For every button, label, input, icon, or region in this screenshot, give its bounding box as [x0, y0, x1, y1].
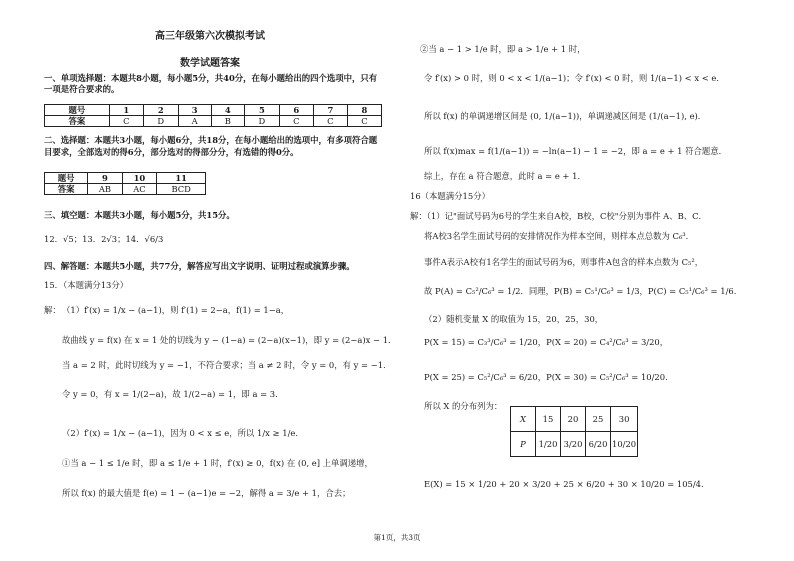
table-cell: 答案 — [45, 116, 110, 127]
table-cell: 4 — [211, 105, 244, 116]
table-cell: C — [347, 116, 381, 127]
table-row — [511, 432, 638, 457]
table-cell: X — [511, 407, 536, 432]
table-cell: 9 — [88, 173, 122, 184]
q15-cont-line1: ②当 a − 1 > 1/e 时，即 a > 1/e + 1 时， — [420, 44, 586, 54]
table-row — [45, 105, 382, 116]
page-footer: 第1页，共3页 — [373, 533, 421, 542]
table-cell: D — [143, 116, 178, 127]
table-cell: D — [244, 116, 279, 127]
distribution-table — [510, 406, 638, 457]
table-row — [45, 116, 382, 127]
section2-heading: 二、选择题：本题共3小题，每小题6分，共18分，在每小题给出的选项中，有多项符合题目要求，全部选对的得6分，部分选对的得部分分，有选错的得0分。 — [44, 135, 378, 158]
table-cell: 题号 — [45, 105, 110, 116]
q15-sol-prefix: 解： — [44, 305, 61, 315]
q15-line7: 所以 f(x) 的最大值是 f(e) = 1 − (a−1)e = −2，解得 a = 3/e + 1，合去； — [62, 488, 351, 498]
table-cell: 25 — [586, 407, 611, 432]
q15-line6: ①当 a − 1 ≤ 1/e 时，即 a ≤ 1/e + 1 时，f′(x) ≥ 0，f(x) 在 (0, e] 上单调递增， — [62, 458, 373, 468]
table-cell: 20 — [561, 407, 586, 432]
section2-answer-table — [44, 172, 206, 195]
q16-line3: 事件A表示A校有1名学生的面试号码为6，则事件A包含的样本点数为 C₅²， — [424, 257, 704, 267]
table-cell: 7 — [313, 105, 347, 116]
q15-cont-line4: 所以 f(x)max = f(1/(a−1)) = −ln(a−1) − 1 = −2，即 a = e + 1 符合题意． — [424, 146, 728, 156]
table-cell: AB — [88, 184, 122, 195]
table-cell: 10 — [122, 173, 157, 184]
table-cell: 2 — [143, 105, 178, 116]
section3-answers: 12．√5；13．2√3；14．√6/3 — [44, 234, 164, 244]
table-cell: B — [211, 116, 244, 127]
table-cell: 答案 — [45, 184, 88, 195]
section1-answer-table — [44, 104, 382, 127]
q16-line2: 将A校3名学生面试号码的安排情况作为样本空间，则样本点总数为 C₆³． — [424, 231, 695, 241]
q16-expectation: E(X) = 15 × 1/20 + 20 × 3/20 + 25 × 6/20 + 30 × 10/20 = 105/4． — [424, 479, 710, 489]
table-cell: 1 — [109, 105, 143, 116]
table-row — [45, 184, 206, 195]
table-cell: C — [279, 116, 313, 127]
q16-line7: P(X = 25) = C₅²/C₆³ = 6/20，P(X = 30) = C₅²/C₆³ = 10/20． — [424, 372, 674, 382]
table-cell: 8 — [347, 105, 381, 116]
q15-cont-line3: 所以 f(x) 的单调递增区间是 (0, 1/(a−1))，单调递减区间是 (1/(a−1), e)． — [424, 111, 707, 121]
table-row — [511, 407, 638, 432]
subject-title: 数学试题答案 — [180, 58, 240, 69]
section1-heading: 一、单项选择题：本题共8小题，每小题5分，共40分，在每小题给出的四个选项中，只有一项是符合要求的。 — [44, 73, 378, 95]
table-cell: 6 — [279, 105, 313, 116]
q16-line1: 解：（1）记"面试号码为6号的学生来自A校，B校，C校"分别为事件 A、B、C． — [410, 211, 707, 221]
q15-cont-line5: 综上，存在 a 符合题意，此时 a = e + 1． — [424, 171, 586, 181]
table-cell: 10/20 — [611, 432, 638, 457]
q15-line3: 当 a = 2 时，此时切线为 y = −1，不符合要求；当 a ≠ 2 时，令 y = 0，有 y = −1． — [62, 360, 392, 370]
q15-line4: 令 y = 0，有 x = 1/(2−a)，故 1/(2−a) = 1，即 a = 3． — [62, 389, 284, 399]
table-cell: 5 — [244, 105, 279, 116]
q16-line5: （2）随机变量 X 的取值为 15，20，25，30， — [424, 314, 604, 324]
table-cell: AC — [122, 184, 157, 195]
table-cell: 3/20 — [561, 432, 586, 457]
table-cell: P — [511, 432, 536, 457]
table-cell: BCD — [157, 184, 206, 195]
q16-line4: 故 P(A) = C₅²/C₆³ = 1/2．同理，P(B) = C₅¹/C₆³ = 1/3，P(C) = C₅¹/C₆³ = 1/6． — [424, 286, 743, 296]
q16-line8: 所以 X 的分布列为： — [424, 401, 503, 411]
q15-line1: （1）f′(x) = 1/x − (a−1)，则 f′(1) = 2−a，f(1) = 1−a， — [62, 305, 290, 315]
table-cell: 30 — [611, 407, 638, 432]
table-cell: 6/20 — [586, 432, 611, 457]
q15-line2: 故曲线 y = f(x) 在 x = 1 处的切线为 y − (1−a) = (2−a)(x−1)，即 y = (2−a)x − 1． — [62, 335, 397, 345]
q16-line6: P(X = 15) = C₃³/C₆³ = 1/20，P(X = 20) = C₄²/C₆³ = 3/20， — [424, 337, 669, 347]
table-cell: 3 — [178, 105, 211, 116]
section3-heading: 三、填空题：本题共3小题，每小题5分，共15分。 — [44, 210, 235, 220]
table-cell: C — [313, 116, 347, 127]
table-cell: 11 — [157, 173, 206, 184]
exam-title: 高三年级第六次模拟考试 — [155, 31, 265, 42]
q15-line5: （2）f′(x) = 1/x − (a−1)，因为 0 < x ≤ e，所以 1/x ≥ 1/e． — [62, 428, 304, 438]
q15-label: 15．（本题满分13分） — [44, 280, 129, 290]
table-cell: 题号 — [45, 173, 88, 184]
table-cell: 1/20 — [536, 432, 561, 457]
q15-cont-line2: 令 f′(x) > 0 时，则 0 < x < 1/(a−1)；令 f′(x) < 0 时，则 1/(a−1) < x < e． — [424, 73, 725, 83]
section4-heading: 四、解答题：本题共5小题，共77分，解答应写出文字说明、证明过程或演算步骤。 — [44, 261, 355, 271]
table-cell: A — [178, 116, 211, 127]
table-row — [45, 173, 206, 184]
q16-label: 16（本题满分15分） — [410, 191, 490, 201]
table-cell: C — [109, 116, 143, 127]
table-cell: 15 — [536, 407, 561, 432]
